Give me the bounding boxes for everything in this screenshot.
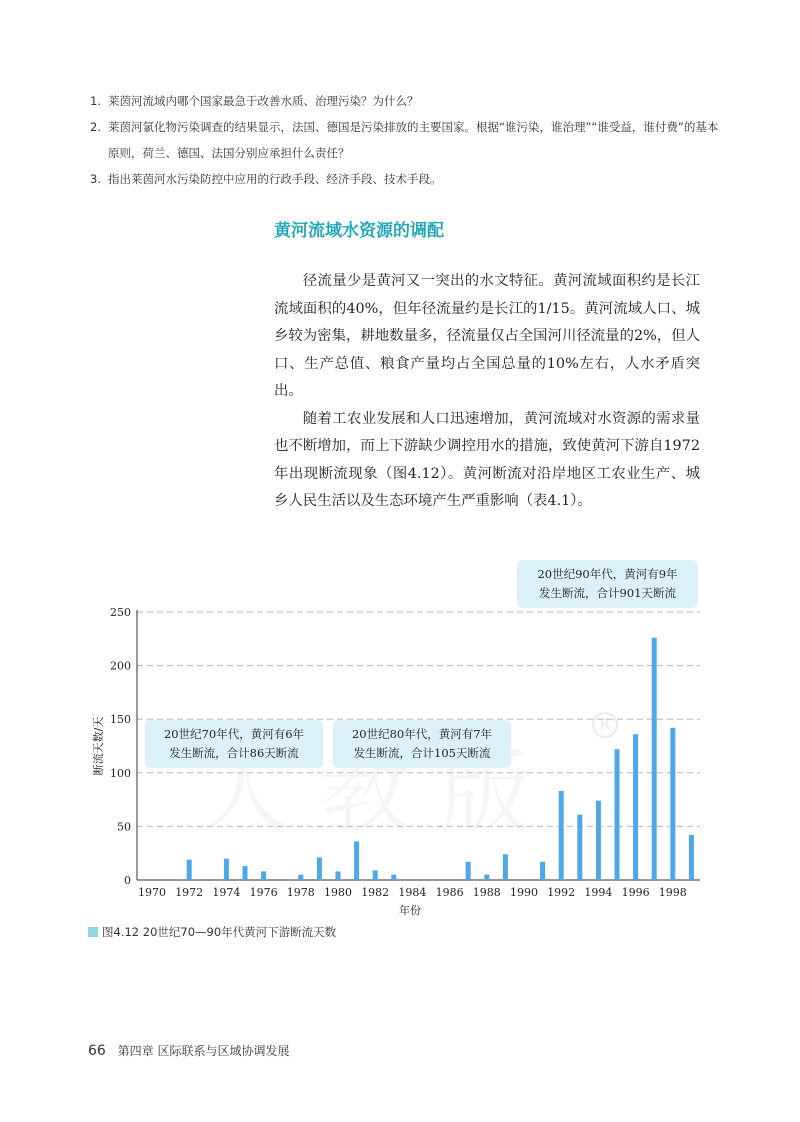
callout-line: 20世纪70年代，黄河有6年: [163, 727, 305, 741]
caption-marker-icon: [88, 927, 98, 937]
question-text: 指出莱茵河水污染防控中应用的行政手段、经济手段、技术手段。: [108, 172, 442, 186]
bar-1972: [187, 860, 192, 880]
y-tick-label: 50: [117, 820, 131, 834]
bar-1981: [354, 841, 359, 880]
bar-1994: [596, 801, 601, 880]
bar-1983: [391, 875, 396, 880]
x-tick-label: 1984: [398, 886, 427, 899]
question-text: 莱茵河流域内哪个国家最急于改善水质、治理污染？为什么？: [108, 94, 419, 108]
paragraph: 随着工农业发展和人口迅速增加，黄河流域对水资源的需求量也不断增加，而上下游缺少调控用水的措施，致使黄河下游自1972 年出现断流现象（图4.12）。黄河断流对沿岸地区工农业生产、城乡人民生活以及生态环境产生严重影响（表4.1）。: [274, 410, 700, 509]
paragraph: 径流量少是黄河又一突出的水文特征。黄河流域面积约是长江流域面积的40%，但年径流量约是长江的1/15。黄河流域人口、城乡较为密集，耕地数量多，径流量仅占全国河川径流量的2%，但人口、生产总值、粮食产量均占全国总量的10%左右，人水矛盾突出。: [274, 273, 700, 399]
question-number: 3.: [90, 172, 101, 186]
bar-1978: [298, 875, 303, 880]
bar-1989: [503, 854, 508, 880]
bar-1997: [652, 638, 657, 880]
callout-line: 20世纪90年代，黄河有9年: [537, 567, 678, 581]
y-tick-label: 150: [110, 713, 131, 727]
x-tick-label: 1974: [212, 886, 241, 899]
bar-1991: [540, 862, 545, 880]
bar-1987: [466, 862, 471, 880]
bar-1996: [633, 734, 638, 880]
callout-line: 发生断流，合计901天断流: [539, 586, 676, 600]
bar-1979: [317, 857, 322, 880]
x-tick-label: 1988: [472, 886, 501, 899]
bar-1982: [373, 870, 378, 880]
x-axis-label: 年份: [399, 904, 421, 917]
x-tick-label: 1970: [138, 886, 166, 899]
y-tick-label: 0: [124, 874, 131, 887]
x-tick-label: 1998: [658, 886, 687, 899]
x-tick-label: 1996: [621, 886, 650, 899]
bar-1976: [261, 871, 266, 880]
question-number: 1.: [90, 94, 101, 108]
question-number: 2.: [90, 120, 101, 134]
bar-1988: [484, 875, 489, 880]
callout-1990s: [517, 560, 698, 608]
x-tick-label: 1978: [286, 886, 315, 899]
callout-1970s: [145, 720, 323, 768]
figure-caption: [88, 924, 336, 940]
x-tick-label: 1972: [175, 886, 204, 899]
x-tick-label: 1986: [435, 886, 464, 899]
page-footer: [88, 1042, 289, 1059]
bar-1993: [577, 815, 582, 880]
y-tick-label: 250: [110, 606, 131, 619]
bar-1998: [670, 728, 675, 880]
callout-1980s: [333, 720, 511, 768]
bar-1980: [336, 871, 341, 880]
bar-1975: [243, 866, 248, 880]
x-tick-label: 1980: [324, 886, 352, 899]
bar-1995: [615, 749, 620, 880]
x-tick-label: 1982: [361, 886, 390, 899]
bar-1992: [559, 791, 564, 880]
registered-mark-icon: R: [592, 712, 618, 738]
y-axis-label: 断流天数/天: [92, 716, 105, 776]
page-number: 66: [88, 1043, 106, 1059]
x-tick-label: 1976: [249, 886, 278, 899]
caption-text: 图4.12 20世纪70—90年代黄河下游断流天数: [102, 925, 337, 939]
x-tick-label: 1994: [584, 886, 613, 899]
callout-line: 发生断流，合计105天断流: [353, 746, 491, 760]
question-text: 莱茵河氯化物污染调查的结果显示，法国、德国是污染排放的主要国家。根据“谁污染，谁治理”“谁受益，谁付费”的基本原则，荷兰、德国、法国分别应承担什么责任？: [108, 120, 719, 160]
callout-line: 发生断流，合计86天断流: [169, 746, 299, 760]
chapter-title: 第四章 区际联系与区域协调发展: [117, 1044, 290, 1058]
bar-1999: [689, 835, 694, 880]
y-tick-label: 100: [110, 766, 131, 780]
bar-1974: [224, 859, 229, 880]
section-title: 黄河流域水资源的调配: [274, 221, 444, 241]
callout-line: 20世纪80年代，黄河有7年: [351, 727, 493, 741]
x-tick-label: 1990: [510, 886, 538, 899]
y-tick-label: 200: [110, 659, 131, 673]
x-tick-label: 1992: [547, 886, 576, 899]
